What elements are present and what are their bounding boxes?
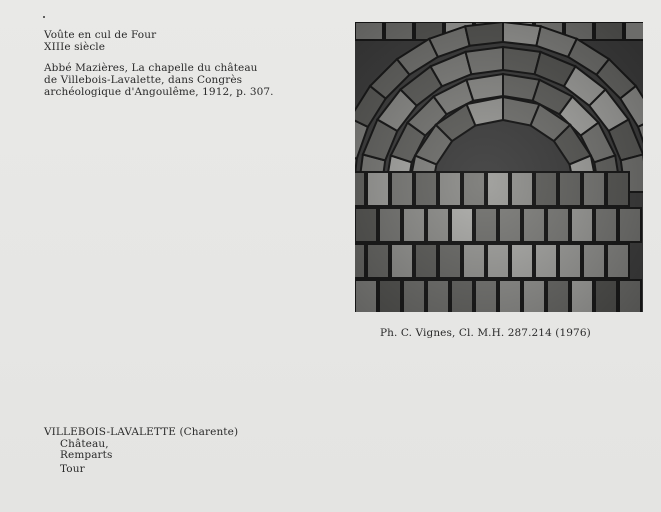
location-heading: VILLEBOIS-LAVALETTE (Charente) (44, 426, 239, 438)
bullet-mark (43, 16, 45, 18)
century-label: XIIIe siècle (44, 41, 106, 53)
card-title: Voûte en cul de Four (44, 29, 157, 41)
location-item-tour: Tour (60, 463, 85, 475)
reference-line-3: archéologique d'Angoulême, 1912, p. 307. (44, 86, 274, 98)
vault-photograph (355, 22, 643, 312)
stone-vault-image (355, 22, 643, 312)
reference-line-1: Abbé Mazières, La chapelle du château (44, 62, 258, 74)
reference-line-2: de Villebois-Lavalette, dans Congrès (44, 74, 243, 86)
photo-credit: Ph. C. Vignes, Cl. M.H. 287.214 (1976) (380, 327, 591, 339)
location-item-chateau: Château, (60, 438, 109, 450)
location-item-remparts: Remparts (60, 449, 113, 461)
